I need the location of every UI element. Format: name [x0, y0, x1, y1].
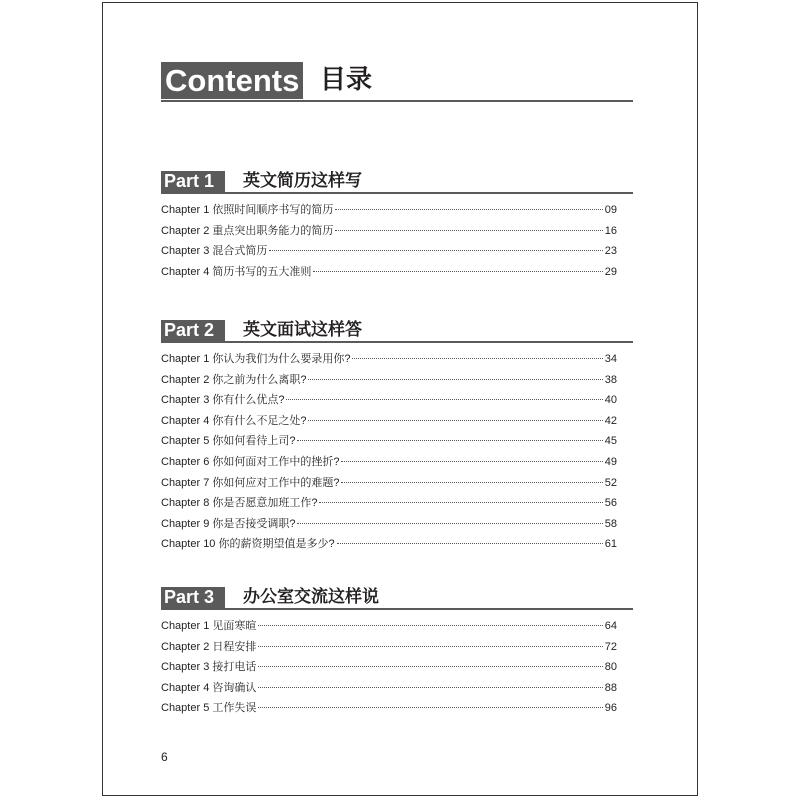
chapter-title: Chapter 6 你如何面对工作中的挫折? [161, 455, 340, 468]
toc-entry[interactable] [161, 658, 617, 679]
chapter-title: Chapter 5 你如何看待上司? [161, 435, 296, 448]
part-heading [161, 171, 633, 193]
dot-leader [258, 687, 602, 688]
part-3-section [161, 587, 633, 715]
chapter-page-number: 40 [604, 394, 617, 407]
chapter-list [161, 617, 617, 720]
toc-entry[interactable] [161, 350, 617, 371]
chapter-title: Chapter 9 你是否接受调职? [161, 517, 296, 530]
chapter-title: Chapter 4 简历书写的五大准则 [161, 265, 312, 278]
dot-leader [258, 646, 602, 647]
chapter-page-number: 49 [604, 455, 617, 468]
chapter-list [161, 201, 617, 283]
part-label: Part 3 [161, 587, 225, 608]
dot-leader [258, 707, 602, 708]
toc-entry[interactable] [161, 201, 617, 222]
chapter-page-number: 88 [604, 681, 617, 694]
chapter-title: Chapter 2 重点突出职务能力的简历 [161, 224, 334, 237]
chapter-title: Chapter 8 你是否愿意加班工作? [161, 497, 318, 510]
dot-leader [313, 271, 602, 272]
toc-entry[interactable] [161, 699, 617, 720]
contents-title-cn: 目录 [320, 65, 373, 95]
dot-leader [269, 250, 602, 251]
dot-leader [308, 420, 602, 421]
dot-leader [308, 379, 602, 380]
toc-entry[interactable] [161, 638, 617, 659]
chapter-page-number: 72 [604, 640, 617, 653]
dot-leader [335, 209, 602, 210]
chapter-title: Chapter 4 咨询确认 [161, 681, 257, 694]
part-heading [161, 320, 633, 342]
chapter-page-number: 09 [604, 204, 617, 216]
chapter-page-number: 61 [604, 538, 617, 551]
chapter-page-number: 34 [604, 353, 617, 365]
chapter-page-number: 56 [604, 497, 617, 510]
toc-entry[interactable] [161, 535, 617, 556]
part-rule [161, 608, 633, 610]
chapter-title: Chapter 4 你有什么不足之处? [161, 414, 307, 427]
chapter-page-number: 96 [604, 702, 617, 715]
chapter-page-number: 42 [604, 414, 617, 427]
chapter-page-number: 80 [604, 661, 617, 674]
chapter-title: Chapter 10 你的薪资期望值是多少? [161, 538, 335, 551]
chapter-title: Chapter 3 混合式简历 [161, 245, 268, 258]
contents-header [161, 62, 633, 102]
toc-entry[interactable] [161, 263, 617, 284]
chapter-title: Chapter 1 见面寒暄 [161, 620, 257, 632]
chapter-page-number: 29 [604, 265, 617, 278]
dot-leader [286, 399, 602, 400]
toc-entry[interactable] [161, 474, 617, 495]
part-heading [161, 587, 633, 609]
toc-entry[interactable] [161, 679, 617, 700]
toc-entry[interactable] [161, 515, 617, 536]
part-2-section [161, 320, 633, 551]
toc-entry[interactable] [161, 432, 617, 453]
part-rule [161, 341, 633, 343]
dot-leader [258, 666, 602, 667]
chapter-title: Chapter 5 工作失误 [161, 702, 257, 715]
dot-leader [352, 358, 602, 359]
part-1-section [161, 171, 633, 278]
part-title: 英文面试这样答 [243, 320, 362, 340]
chapter-page-number: 23 [604, 245, 617, 258]
chapter-title: Chapter 7 你如何应对工作中的难题? [161, 476, 340, 489]
dot-leader [335, 230, 602, 231]
toc-entry[interactable] [161, 222, 617, 243]
chapter-page-number: 45 [604, 435, 617, 448]
dot-leader [297, 523, 602, 524]
contents-title-en: Contents [161, 62, 303, 99]
toc-entry[interactable] [161, 494, 617, 515]
chapter-page-number: 16 [604, 224, 617, 237]
chapter-page-number: 58 [604, 517, 617, 530]
part-label: Part 2 [161, 320, 225, 341]
chapter-title: Chapter 1 依照时间顺序书写的简历 [161, 204, 334, 216]
chapter-title: Chapter 1 你认为我们为什么要录用你? [161, 353, 351, 365]
toc-entry[interactable] [161, 391, 617, 412]
toc-entry[interactable] [161, 371, 617, 392]
dot-leader [341, 461, 602, 462]
part-rule [161, 192, 633, 194]
chapter-page-number: 52 [604, 476, 617, 489]
dot-leader [337, 543, 603, 544]
dot-leader [297, 440, 602, 441]
chapter-page-number: 38 [604, 373, 617, 386]
toc-entry[interactable] [161, 242, 617, 263]
chapter-page-number: 64 [604, 620, 617, 632]
part-title: 英文简历这样写 [243, 171, 362, 191]
dot-leader [341, 482, 602, 483]
dot-leader [319, 502, 602, 503]
chapter-title: Chapter 2 你之前为什么离职? [161, 373, 307, 386]
header-rule [161, 100, 633, 102]
chapter-list [161, 350, 617, 556]
dot-leader [258, 625, 602, 626]
toc-entry[interactable] [161, 617, 617, 638]
chapter-title: Chapter 3 你有什么优点? [161, 394, 285, 407]
chapter-title: Chapter 3 接打电话 [161, 661, 257, 674]
toc-entry[interactable] [161, 453, 617, 474]
chapter-title: Chapter 2 日程安排 [161, 640, 257, 653]
page-number: 6 [161, 750, 168, 764]
toc-entry[interactable] [161, 412, 617, 433]
part-label: Part 1 [161, 171, 225, 192]
part-title: 办公室交流这样说 [243, 587, 379, 607]
